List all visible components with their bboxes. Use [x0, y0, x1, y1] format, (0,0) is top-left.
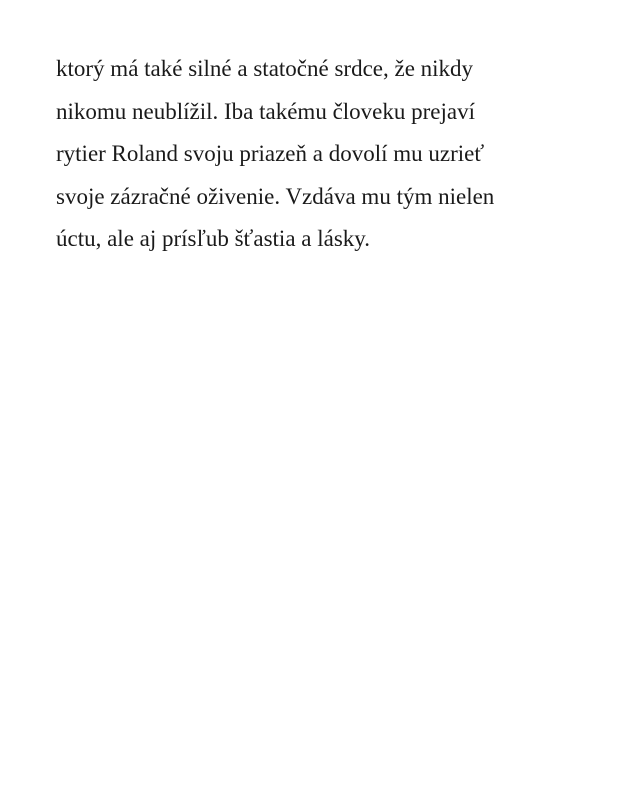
paragraph-line-5: úctu, ale aj prísľub šťastia a lásky. [56, 226, 371, 251]
body-paragraph [56, 48, 596, 261]
paragraph-line-2: nikomu neublížil. Iba takému človeku prejaví [56, 98, 475, 124]
paragraph-line-3: rytier Roland svoju priazeň a dovolí mu uzrieť [56, 141, 485, 166]
paragraph-line-1: ktorý má také silné a statočné srdce, že nikdy [56, 56, 474, 81]
paragraph-line-4: svoje zázračné oživenie. Vzdáva mu tým nielen [56, 183, 495, 209]
